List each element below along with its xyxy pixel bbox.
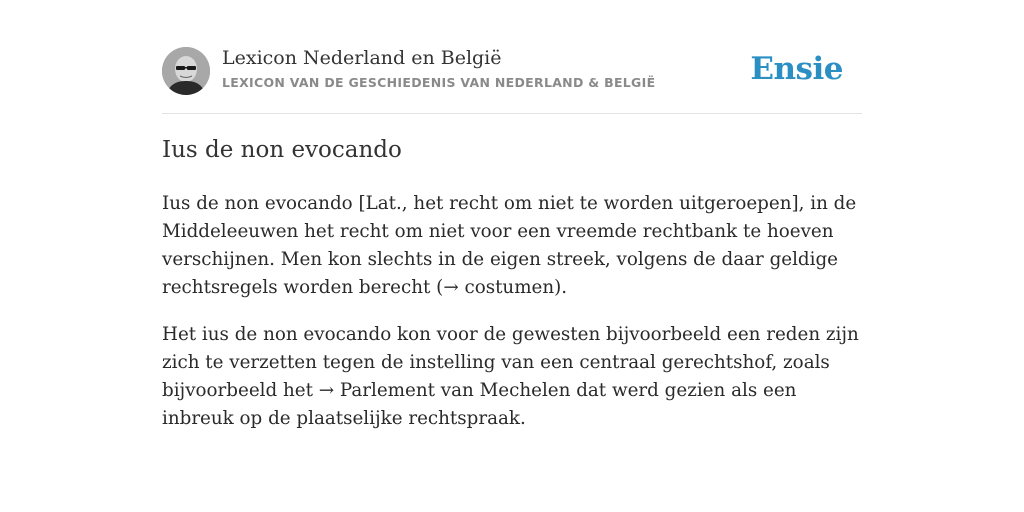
costumen-link-label: costumen [464, 277, 555, 298]
paragraph-2-text: Het ius de non evocando kon voor de gewesten bijvoorbeeld een reden zijn zich te verzetten tegen de instelling van een centraal gerechtshof, zoals bijvoorbeeld het [162, 324, 859, 401]
entry-title: Ius de non evocando [162, 137, 402, 163]
site-header [162, 44, 862, 114]
ensie-logo-link[interactable]: Ensie [750, 51, 843, 87]
author-avatar[interactable] [162, 47, 210, 95]
parlement-van-mechelen-link[interactable] [319, 380, 571, 401]
parlement-link-label: Parlement van Mechelen [339, 380, 571, 401]
site-subtitle: LEXICON VAN DE GESCHIEDENIS VAN NEDERLAND & BELGIË [222, 75, 656, 90]
arrow-right-icon: → [443, 277, 459, 298]
arrow-right-icon: → [318, 380, 335, 401]
definition-paragraph-2 [162, 321, 872, 433]
entry-content [162, 190, 872, 452]
definition-paragraph-1 [162, 190, 872, 302]
paragraph-2-tail: dat werd gezien als een inbreuk op de plaatselijke rechtspraak. [162, 380, 797, 429]
paragraph-1-text: Ius de non evocando [Lat., het recht om niet te worden uitgeroepen], in de Middeleeuwen het recht om niet voor een vreemde rechtbank te hoeven verschijnen. Men kon slechts in de eigen streek, volgens de daar geldige rechtsregels worden berecht ( [162, 193, 857, 298]
paragraph-1-tail: ). [554, 277, 568, 298]
avatar-portrait-icon [162, 47, 210, 95]
site-title[interactable]: Lexicon Nederland en België [222, 47, 502, 69]
costumen-link[interactable] [443, 277, 554, 298]
